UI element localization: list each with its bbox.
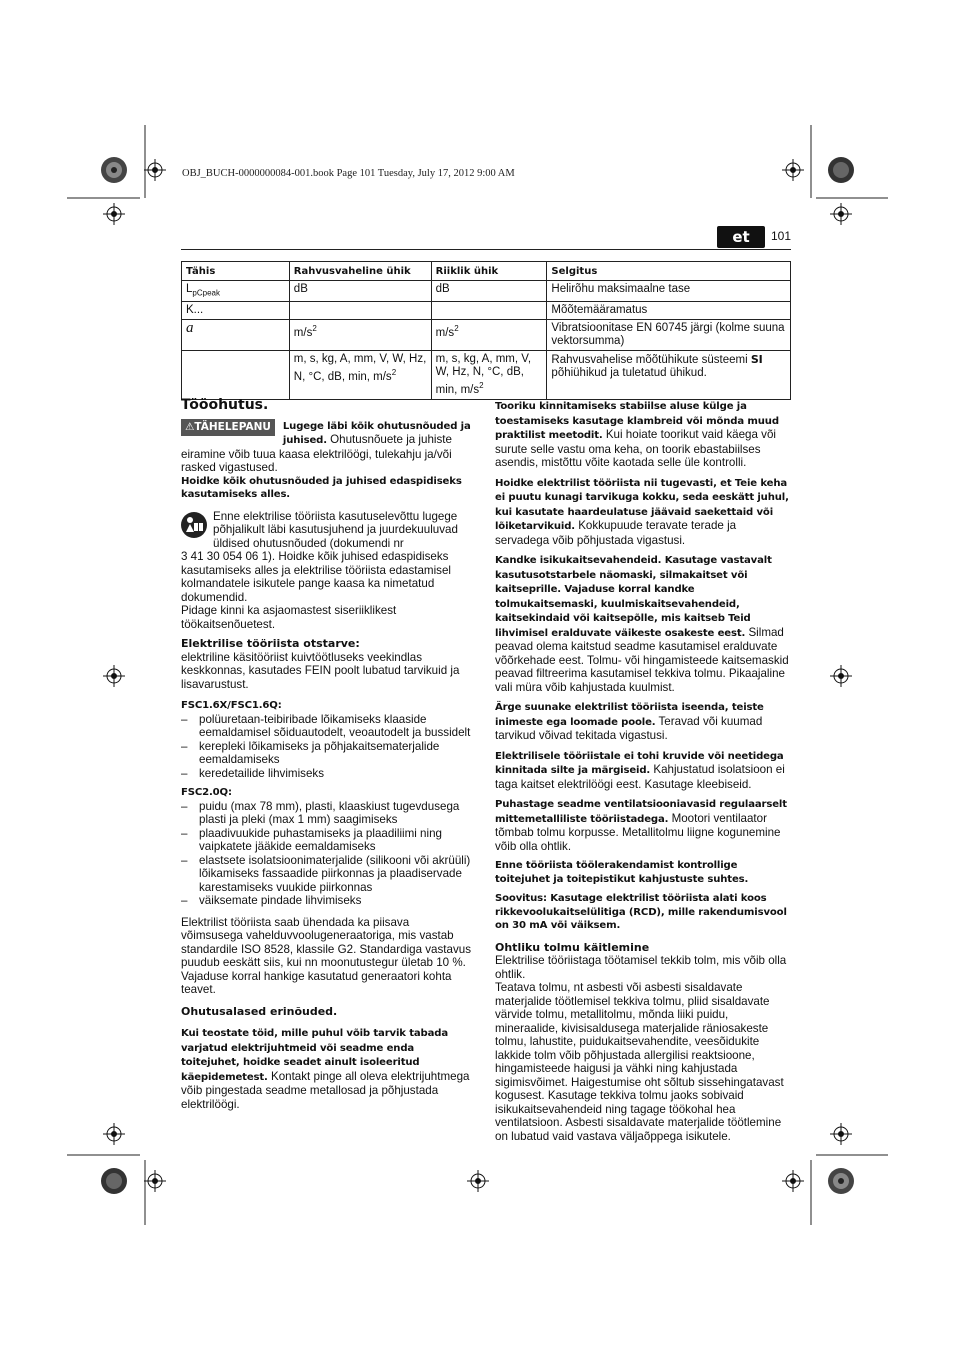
table-cell: K... — [182, 302, 290, 320]
model2-list — [181, 800, 474, 908]
table-cell: m, s, kg, A, mm, V, W, Hz, N, °C, dB, min, $m/s^2$ — [289, 351, 431, 400]
list-item: – keredetailide lihvimiseks — [181, 766, 325, 780]
units-table — [181, 261, 791, 400]
right-column — [495, 399, 791, 1143]
list-item: – puidu (max 78 mm), plasti, klaaskiust tugevdusega plasti ja pleki (max 1 mm) saagimiseks — [181, 799, 460, 826]
table-header: Tähis — [182, 262, 290, 281]
table-cell: m, s, kg, A, mm, V, W, Hz, N, °C, dB, min, $m/s^2$ — [431, 351, 547, 400]
print-header: OBJ_BUCH-0000000084-001.book Page 101 Tuesday, July 17, 2012 9:00 AM — [182, 168, 515, 179]
cord-check-paragraph: Enne tööriista töölerakendamist kontrollige toitejuhet ja toitepistikut kahjustuste suhtes. — [495, 860, 749, 885]
table-row — [182, 320, 791, 351]
purpose-text: elektriline käsitööriist kuivtöötluseks veekindlas keskkonnas, kasutades FEIN poolt lubatud tarvikuid ja lisavarustust. — [181, 650, 460, 691]
dust-text-1: Elektrilise tööriistaga töötamisel tekkib tolm, mis võib olla ohtlik. — [495, 954, 787, 981]
special-heading: Ohutusalased erinõuded. — [181, 1004, 338, 1018]
table-cell — [289, 302, 431, 320]
list-item: – väiksemate pindade lihvimiseks — [181, 894, 362, 907]
table-header: Selgitus — [547, 262, 791, 281]
list-item: – plaadivuukide puhastamiseks ja plaadiliimi ning vaipkatete jääkide eemaldamiseks — [181, 826, 442, 853]
table-cell: dB — [289, 281, 431, 302]
table-row — [182, 302, 791, 320]
table-cell: Helirõhu maksimaalne tase — [547, 281, 791, 302]
manual-block: Enne elektrilise tööriista kasutuselevõttu lugege põhjalikult läbi kasutusjuhend ja juurdekuuluvad üldised ohutusnõuded (dokumendi nr — [181, 510, 474, 551]
manual-text: 3 41 30 054 06 1). Hoidke kõik juhised edaspidiseks kasutamiseks alles ja elektrilise tööriista edastamisel kolmandatele isikutele pange kaasa ka nimetatud dokumendid. — [181, 550, 451, 604]
generator-text: Elektrilist tööriista saab ühendada ka piisava võimsusega vahelduvvoolugeneraatoriga, mis vastab standardile ISO 8528, klassile G2. Standardiga vastavus puudub eeskätt siis, kui nn moonutustegur ületab 10 %. Vajaduse korral hankige kasutatud generaatori kohta teavet. — [181, 915, 472, 996]
list-item: – elastsete isolatsioonimaterjalide (silikooni või akrüüli) lõikamiseks fassaadide piirkonnas ja plaadiservade karestamiseks vuukide piirkonnas — [181, 853, 471, 894]
page-number: 101 — [771, 229, 792, 243]
regulations-text: Pidage kinni ka asjaomastest siseriiklikest töökaitsenõuetest. — [181, 604, 397, 631]
warning-label: ⚠TÄHELEPANU — [181, 419, 275, 436]
keep-instructions: Hoidke kõik ohutusnõuded ja juhised edaspidiseks kasutamiseks alles. — [181, 475, 462, 500]
list-item: – polüuretaan-teibiribade lõikamiseks klaaside eemaldamisel sõiduautodelt, veoautodelt ja bussidelt — [181, 712, 471, 739]
table-cell: Rahvusvahelise mõõtühikute süsteemi SI põhiühikud ja tuletatud ühikud. — [547, 351, 791, 400]
purpose-heading: Elektrilise tööriista otstarve: — [181, 637, 360, 650]
warning-triangle-icon: ⚠ — [185, 420, 195, 433]
dust-heading: Ohtliku tolmu käitlemine — [495, 940, 650, 954]
table-header-row — [182, 262, 791, 281]
model-fsc20: FSC2.0Q: — [181, 787, 232, 798]
table-cell: Mõõtemääramatus — [547, 302, 791, 320]
dust-text-2: Teatava tolmu, nt asbesti või asbesti sisaldavate materjalide töötlemisel tekkiva tolmu, pliid sisaldavate värvide tolmu, metallitolmu, mõnda liiki puidu, mineraalide, kivisisaldusega materjalide räniosakeste tolmu, lahustite, puidukaitsevahendite, veesõidukite lakkide tolm võib põhjustada allergilisi reaktsioone, hingamisteede haigusi ja vähki ning kahjustada sigimisvõimet. Haigestumise oht sõltub sissehingatavast kogusest. Kasutage tekkiva tolmu jaoks sobivaid isikukaitsevahendeid ning tagage töökohal hea ventilatsioon. Asbesti sisaldavate materjalide töötlemine on lubatud vaid vastava väljaõppega isikutele. — [495, 981, 784, 1143]
ppe-paragraph: Kandke isikukaitsevahendeid. Kasutage vastavalt kasutusotstarbele näomaski, silmakaitset või kaitseprille. Vajaduse korral kandke tolmukaitsemaski, kuulmiskaitsevahendeid, kaitsekindaid või kaitsepõlle, mis kaitseb Teid lihvimisel eralduvate väikeste osakeste eest. Silmad peavad olema kaitstud seadme kasutamisel eralduvate võõrkehade eest. Tolmu- või hingamisteede kaitsemaskid peavad filtreerima kasutamisel tekkiva tolmu. Pikaajaline vali müra võib kahjustada kuulmist. — [495, 555, 789, 694]
table-cell: $L_{pCpeak}$ — [182, 281, 290, 302]
table-cell: $m/s^2$ — [289, 320, 431, 351]
table-header: Riiklik ühik — [431, 262, 547, 281]
section-title: Tööohutus. — [181, 397, 269, 413]
table-cell — [431, 302, 547, 320]
header-rule — [181, 249, 791, 250]
rcd-paragraph: Soovitus: Kasutage elektrilist tööriista alati koos rikkevoolukaitselülitiga (RCD), mille rakendumisvool on 30 mA või väiksem. — [495, 893, 787, 931]
read-manual-icon — [181, 512, 207, 538]
hidden-wiring-paragraph: Kui teostate töid, mille puhul võib tarvik tabada varjatud elektrijuhtmeid või seadme enda toitejuhet, hoidke seadet ainult isoleeritud käepidemetest. Kontakt pinge all oleva elektrijuhtmega võib pingestada seadme metallosad ja põhjustada elektrilöögi. — [181, 1028, 470, 1111]
model1-list — [181, 713, 474, 781]
direction-paragraph: Ärge suunake elektrilist tööriista iseenda, teiste inimeste ega loomade poole. Teravad või kuumad tarvikud võivad tekitada vigastusi. — [495, 702, 764, 742]
table-cell: dB — [431, 281, 547, 302]
table-header: Rahvusvaheline ühik — [289, 262, 431, 281]
language-badge: et — [717, 226, 765, 248]
left-column — [181, 399, 474, 1111]
clamp-paragraph: Tooriku kinnitamiseks stabiilse aluse külge ja toestamiseks kasutage klambreid või mõnda muud praktilist meetodit. Kui hoiate toorikut vaid käega või surute selle vastu oma keha, on toorik ebastabiilses asendis, mistõttu võite kaotada selle üle kontrolli. — [495, 401, 779, 469]
model-fsc16: FSC1.6X/FSC1.6Q: — [181, 700, 282, 711]
list-item: – kerepleki lõikamiseks ja põhjakaitsematerjalide eemaldamiseks — [181, 739, 440, 766]
labels-paragraph: Elektrilisele tööriistale ei tohi kruvide või neetidega kinnitada silte ja märgiseid. Kahjustatud isolatsioon ei taga kaitset elektrilöögi eest. Kasutage kleebiseid. — [495, 750, 785, 791]
ventilation-paragraph: Puhastage seadme ventilatsiooniavasid regulaarselt mittemetalliliste tööriistadega. Mootori ventilaator tõmbab tolmu korpusse. Metallitolmu liigne kogunemine võib olla ohtlik. — [495, 799, 787, 853]
table-row — [182, 351, 791, 400]
warning-paragraph: ⚠TÄHELEPANU Lugege läbi kõik ohutusnõuded ja juhised. Ohutusnõuete ja juhiste eiramine võib tuua kaasa elektrilöögi, tulekahju ja/või rasked vigastused. — [181, 420, 471, 474]
table-cell: $m/s^2$ — [431, 320, 547, 351]
table-cell: Vibratsioonitase EN 60745 järgi (kolme suuna vektorsumma) — [547, 320, 791, 351]
table-cell: a — [182, 320, 290, 351]
table-row — [182, 281, 791, 302]
table-cell — [182, 351, 290, 400]
grip-paragraph: Hoidke elektrilist tööriista nii tugevasti, et Teie keha ei puutu kunagi tarvikuga kokku, seda eeskätt juhul, kui kasutate haardeulatuse jäävaid saekettaid või lõiketarvikuid. Kokkupuude teravate terade ja servadega võib põhjustada vigastusi. — [495, 477, 789, 547]
